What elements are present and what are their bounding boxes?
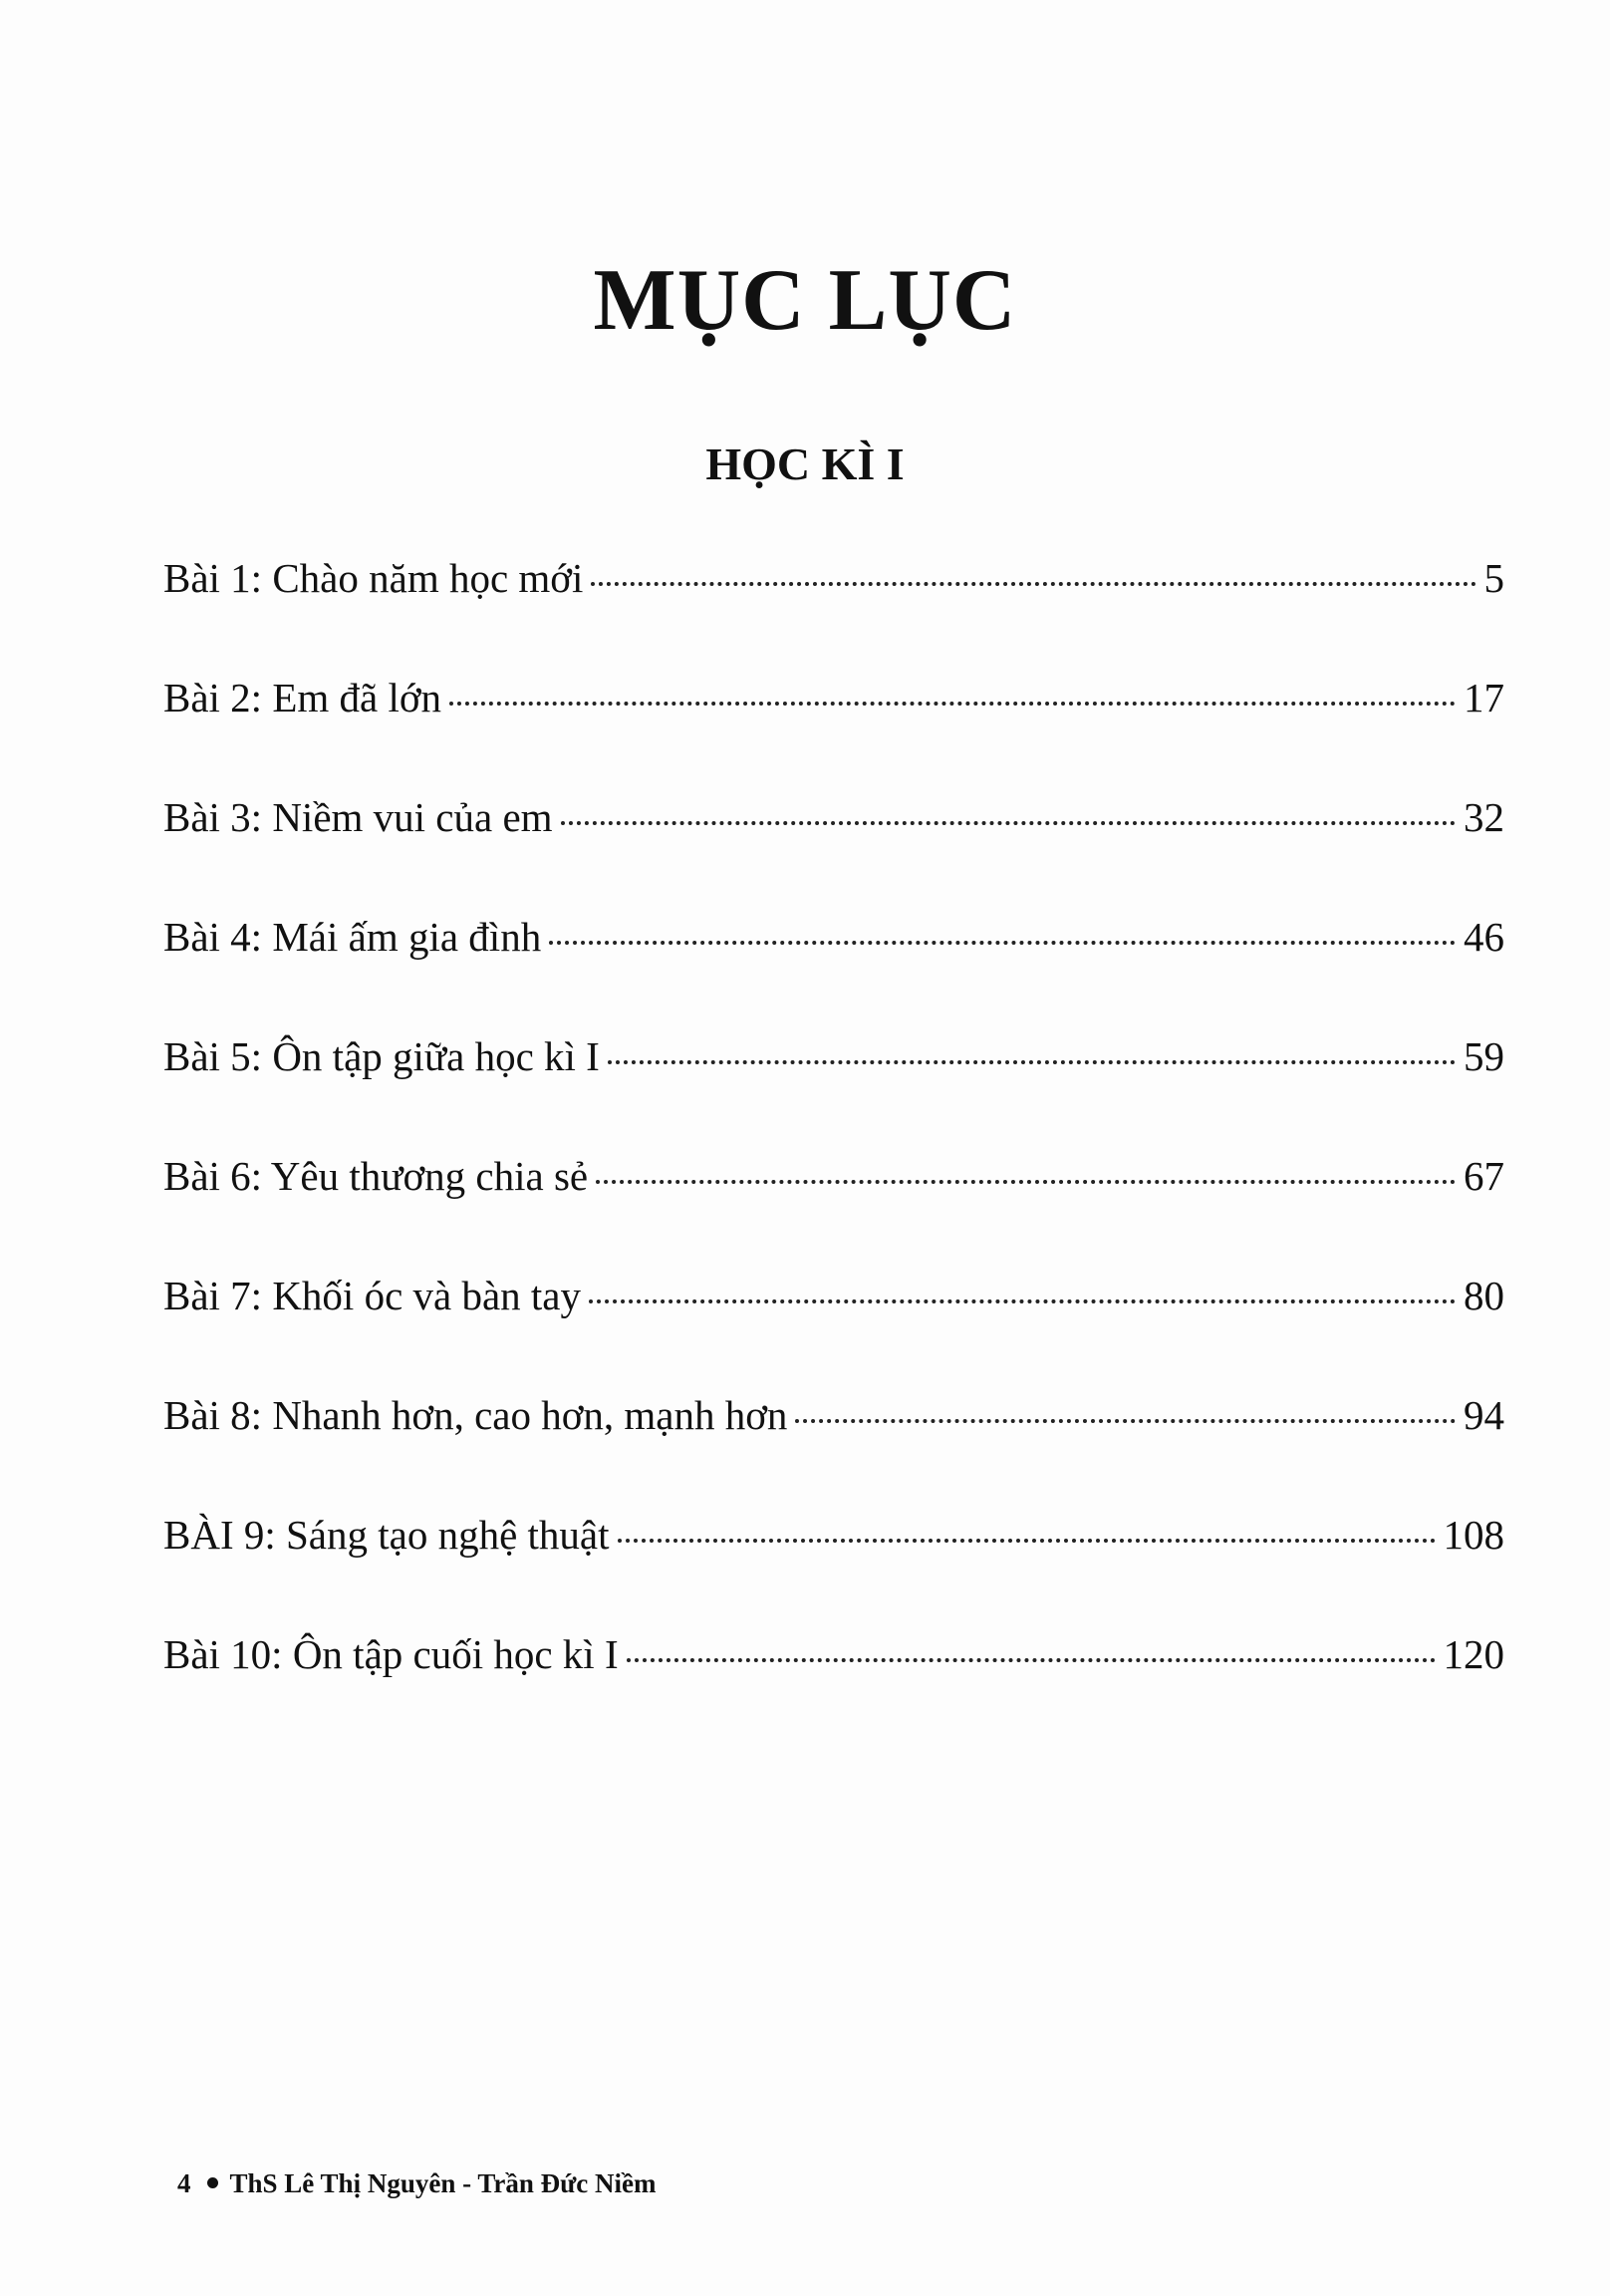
toc-entry-label: BÀI 9: Sáng tạo nghệ thuật	[163, 1512, 610, 1558]
dot-leader	[549, 941, 1456, 945]
dot-leader	[591, 582, 1476, 586]
toc-entry-label: Bài 6: Yêu thương chia sẻ	[163, 1153, 589, 1199]
toc-entry[interactable]	[163, 1153, 1504, 1276]
toc-entry-page: 94	[1464, 1392, 1504, 1438]
dot-leader	[596, 1180, 1456, 1184]
toc-entry-label: Bài 1: Chào năm học mới	[163, 555, 584, 601]
toc-entry-label: Bài 7: Khối óc và bàn tay	[163, 1273, 582, 1318]
toc-entry[interactable]	[163, 1631, 1504, 1754]
footer-authors: ThS Lê Thị Nguyên - Trần Đức Niềm	[229, 2168, 657, 2198]
bullet-icon	[207, 2177, 218, 2188]
toc-entry[interactable]	[163, 1512, 1504, 1634]
toc-entry-label: Bài 8: Nhanh hơn, cao hơn, mạnh hơn	[163, 1392, 788, 1438]
toc-entry-page: 120	[1443, 1631, 1504, 1677]
toc-entry-page: 5	[1483, 555, 1504, 601]
toc-entry[interactable]	[163, 914, 1504, 1036]
toc-entry-page: 32	[1464, 794, 1504, 840]
toc-entry-label: Bài 3: Niềm vui của em	[163, 794, 553, 840]
toc-entry-page: 108	[1443, 1512, 1504, 1558]
toc-entry[interactable]	[163, 675, 1504, 797]
toc-entry-label: Bài 10: Ôn tập cuối học kì I	[163, 1631, 619, 1677]
dot-leader	[618, 1539, 1436, 1543]
toc-entry-label: Bài 2: Em đã lớn	[163, 675, 442, 720]
table-of-contents	[163, 555, 1504, 1754]
toc-entry-page: 46	[1464, 914, 1504, 960]
dot-leader	[608, 1060, 1456, 1064]
toc-entry[interactable]	[163, 794, 1504, 917]
toc-entry-label: Bài 5: Ôn tập giữa học kì I	[163, 1033, 600, 1079]
dot-leader	[627, 1658, 1436, 1662]
toc-entry[interactable]	[163, 1033, 1504, 1156]
toc-entry[interactable]	[163, 1392, 1504, 1515]
dot-leader	[449, 702, 1456, 706]
toc-entry-label: Bài 4: Mái ấm gia đình	[163, 914, 542, 960]
toc-entry[interactable]	[163, 1273, 1504, 1395]
toc-entry-page: 67	[1464, 1153, 1504, 1199]
section-heading: HỌC KÌ I	[705, 438, 905, 489]
footer-page-number: 4	[177, 2168, 191, 2198]
page-footer	[177, 2170, 657, 2197]
dot-leader	[589, 1299, 1456, 1303]
toc-entry-page: 17	[1464, 675, 1504, 720]
dot-leader	[561, 821, 1456, 825]
toc-entry[interactable]	[163, 555, 1504, 678]
toc-entry-page: 59	[1464, 1033, 1504, 1079]
page-title: MỤC LỤC	[593, 252, 1017, 349]
toc-entry-page: 80	[1464, 1273, 1504, 1318]
dot-leader	[795, 1419, 1456, 1423]
